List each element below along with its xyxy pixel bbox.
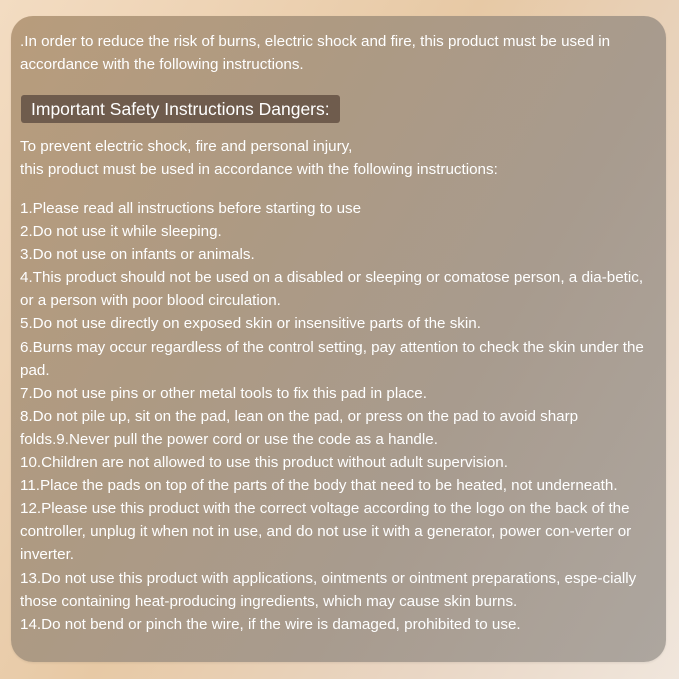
preamble-text	[20, 135, 660, 181]
section-heading: Important Safety Instructions Dangers:	[21, 95, 340, 123]
safety-rules-list	[20, 197, 658, 636]
instructions-panel	[11, 16, 666, 662]
rule-item: 13.Do not use this product with applications, ointments or ointment preparations, espe-cially those containing heat-producing ingredients, which may cause skin burns.	[20, 569, 637, 610]
intro-text: .In order to reduce the risk of burns, electric shock and fire, this product must be used in accordance with the following instructions.	[20, 33, 611, 73]
rule-item: 3.Do not use on infants or animals.	[20, 246, 255, 264]
rule-item: 6.Burns may occur regardless of the control setting, pay attention to check the skin under the pad.	[20, 338, 644, 379]
preamble-line-1: To prevent electric shock, fire and personal injury,	[20, 138, 353, 155]
rule-item: 4.This product should not be used on a disabled or sleeping or comatose person, a dia-betic, or a person with poor blood circulation.	[20, 269, 644, 310]
rule-item: 14.Do not bend or pinch the wire, if the wire is damaged, prohibited to use.	[20, 615, 521, 633]
rule-item: 5.Do not use directly on exposed skin or insensitive parts of the skin.	[20, 315, 481, 333]
rule-item: 12.Please use this product with the correct voltage according to the logo on the back of the controller, unplug it when not in use, and do not use it with a generator, power con-verter or inverter.	[20, 500, 632, 564]
rule-item: 2.Do not use it while sleeping.	[20, 223, 222, 241]
rule-item: 8.Do not pile up, sit on the pad, lean on the pad, or press on the pad to avoid sharp folds.9.Never pull the power cord or use the code as a handle.	[20, 407, 579, 448]
rule-item: 1.Please read all instructions before starting to use	[20, 200, 362, 217]
rule-item: 7.Do not use pins or other metal tools to fix this pad in place.	[20, 384, 427, 402]
rule-item: 11.Place the pads on top of the parts of the body that need to be heated, not underneath.	[20, 477, 618, 495]
rule-item: 10.Children are not allowed to use this product without adult supervision.	[20, 454, 508, 472]
preamble-line-2: this product must be used in accordance with the following instructions:	[20, 161, 498, 178]
